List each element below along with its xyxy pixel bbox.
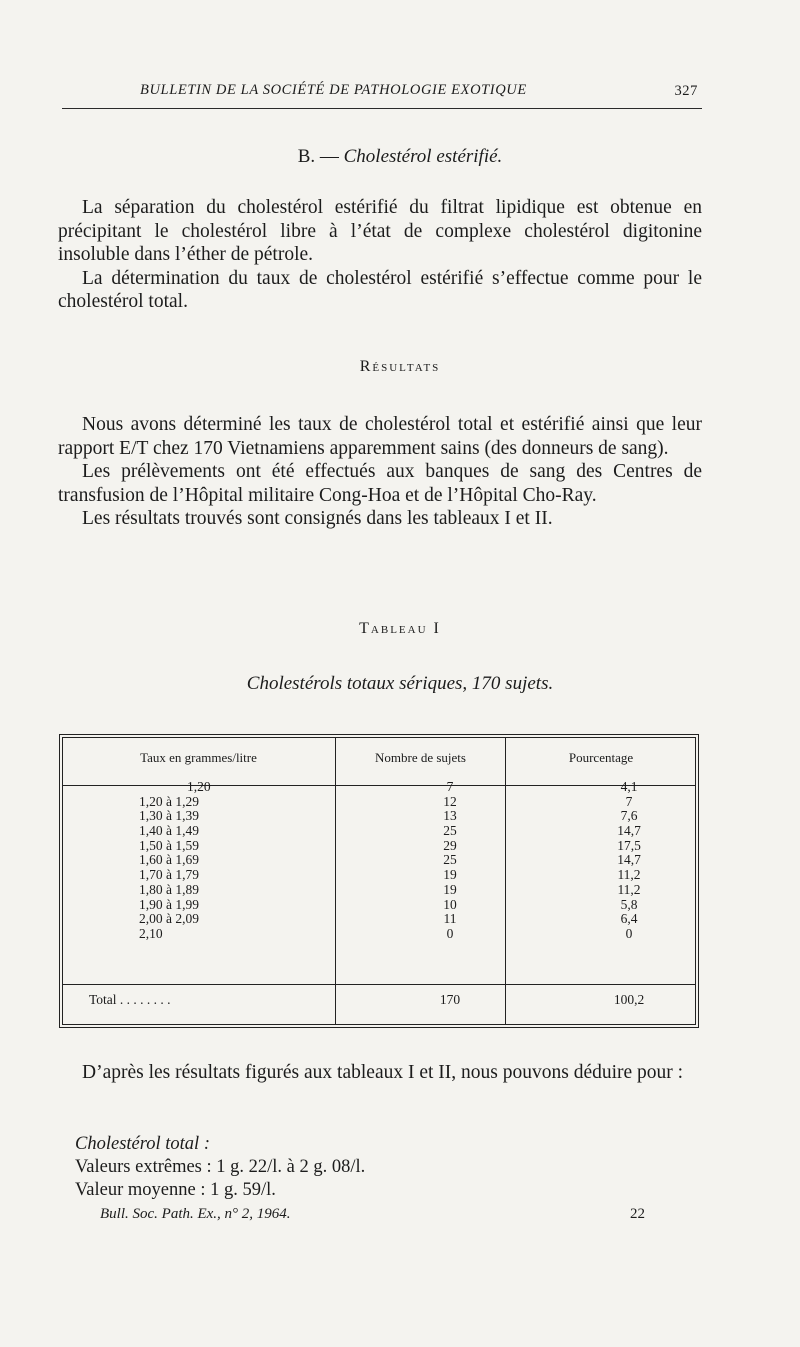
table-row-rate: [139, 809, 269, 824]
mean-value: Valeur moyenne : 1 g. 59/l.: [75, 1180, 276, 1200]
header-rule: [62, 108, 702, 109]
table-cell-count: 12: [443, 793, 457, 809]
rate-from: 1,80: [139, 881, 163, 897]
table-cell-count: 25: [443, 823, 457, 839]
table-cell-percent: 7,6: [620, 808, 638, 824]
rate-from: 1,40: [139, 823, 163, 839]
table-row-rate: [139, 795, 269, 810]
subsection-letter: B. —: [297, 146, 344, 167]
table-caption: Cholestérols totaux sériques, 170 sujets.: [246, 673, 554, 694]
rate-to: 1,20: [187, 779, 211, 794]
rate-from: 1,50: [139, 837, 163, 853]
rate-sep: à: [166, 896, 172, 912]
rate-from: 1,60: [139, 852, 163, 868]
table-cell-percent: 14,7: [617, 823, 641, 839]
total-percent: 100,2: [613, 992, 645, 1007]
table-cell-count: 13: [443, 808, 457, 824]
table-cell-percent: 14,7: [617, 852, 641, 868]
journal-title: BULLETIN DE LA SOCIÉTÉ DE PATHOLOGIE EXOTIQUE: [140, 82, 527, 98]
table-cell-count: 11: [443, 911, 457, 927]
table-cell-percent: 7: [625, 793, 633, 809]
column-header-rate: Taux en grammes/litre: [140, 750, 257, 765]
rate-column: [139, 780, 269, 942]
paragraph-line: Les prélèvements ont été effectués aux banques de sang des Centres de transfusion de l’Hôpital militaire Cong-Hoa et de l’Hôpital Cho-Ray.: [58, 461, 702, 506]
cholesterol-total-heading: Cholestérol total :: [75, 1134, 210, 1154]
table-row-rate: [139, 927, 269, 942]
rate-to: 1,59: [175, 837, 199, 853]
total-label: Total . . . . . . . .: [89, 992, 171, 1007]
table-cell-percent: 0: [625, 925, 633, 941]
table-cell-count: 0: [446, 925, 454, 941]
cholesterol-total-block: [58, 1133, 702, 1202]
rate-to: 1,99: [175, 896, 199, 912]
paragraph-results: [58, 413, 702, 531]
subsection-heading: [0, 146, 800, 168]
table-row-rate: [139, 853, 269, 868]
paragraph-esterified-method: [58, 196, 702, 314]
table-row-rate: [139, 898, 269, 913]
cholesterol-table: [59, 734, 699, 1028]
paragraph-conclusion: [58, 1061, 702, 1085]
rate-from: 2,00: [139, 911, 163, 927]
paragraph-line: D’après les résultats figurés aux tableaux I et II, nous pouvons déduire pour :: [82, 1062, 684, 1083]
table-cell-count: 19: [443, 881, 457, 897]
paragraph-line: Nous avons déterminé les taux de cholestérol total et estérifié ainsi que leur rapport E/T chez 170 Vietnamiens apparemment sains (des donneurs de sang).: [58, 414, 702, 459]
subsection-title: Cholestérol estérifié.: [343, 146, 503, 167]
percent-column: [564, 780, 694, 942]
rate-to: 1,89: [175, 881, 199, 897]
footer-folio: 22: [630, 1206, 645, 1222]
rate-to: 1,39: [175, 808, 199, 824]
rate-to: 2,09: [175, 911, 199, 927]
column-divider: [335, 737, 336, 1025]
rate-from: 1,90: [139, 896, 163, 912]
table-label: Tableau I: [359, 620, 441, 637]
column-header-percent: Pourcentage: [568, 750, 634, 765]
rate-from: 2,10: [139, 925, 163, 941]
table-row-rate: [139, 824, 269, 839]
footer-citation: Bull. Soc. Path. Ex., n° 2, 1964.: [100, 1206, 291, 1222]
table-row-rate: [139, 780, 269, 795]
rate-sep: à: [166, 837, 172, 853]
rate-to: 1,69: [175, 852, 199, 868]
rate-from: 1,20: [139, 793, 163, 809]
table-row-rate: [139, 883, 269, 898]
table-row-rate: [139, 839, 269, 854]
page-number: 327: [674, 83, 698, 99]
results-heading: Résultats: [359, 358, 441, 375]
table-cell-percent: 17,5: [617, 837, 641, 853]
paragraph-line: La séparation du cholestérol estérifié du filtrat lipidique est obtenue en précipitant le cholestérol libre à l’état de complexe cholestérol digitonine insoluble dans l’éther de pétrole.: [58, 197, 702, 265]
rate-sep: à: [166, 911, 172, 927]
rate-sep: à: [166, 867, 172, 883]
rate-from: 1,70: [139, 867, 163, 883]
page-footer: [100, 1206, 660, 1223]
table-row-rate: [139, 912, 269, 927]
table-cell-percent: 6,4: [620, 911, 638, 927]
table-cell-count: 10: [443, 896, 457, 912]
table-cell-percent: 4,1: [620, 779, 638, 794]
rate-to: 1,49: [175, 823, 199, 839]
rate-sep: à: [166, 808, 172, 824]
table-cell-percent: 11,2: [617, 881, 641, 897]
rate-to: 1,29: [175, 793, 199, 809]
rate-sep: à: [166, 881, 172, 897]
count-column: [394, 780, 506, 942]
rate-sep: à: [166, 793, 172, 809]
rate-to: 1,79: [175, 867, 199, 883]
paragraph-line: La détermination du taux de cholestérol estérifié s’effectue comme pour le cholestérol total.: [58, 267, 702, 312]
table-cell-percent: 11,2: [617, 867, 641, 883]
table-cell-count: 29: [443, 837, 457, 853]
total-count: 170: [439, 992, 461, 1007]
extreme-values: Valeurs extrêmes : 1 g. 22/l. à 2 g. 08/l.: [75, 1157, 366, 1177]
total-divider: [62, 984, 696, 985]
table-cell-percent: 5,8: [620, 896, 638, 912]
table-cell-count: 7: [446, 779, 454, 794]
paragraph-line: Les résultats trouvés sont consignés dans les tableaux I et II.: [82, 508, 553, 529]
rate-sep: à: [166, 852, 172, 868]
column-header-count: Nombre de sujets: [375, 750, 466, 765]
table-row-rate: [139, 868, 269, 883]
table-cell-count: 25: [443, 852, 457, 868]
rate-sep: à: [166, 823, 172, 839]
rate-from: 1,30: [139, 808, 163, 824]
table-cell-count: 19: [443, 867, 457, 883]
